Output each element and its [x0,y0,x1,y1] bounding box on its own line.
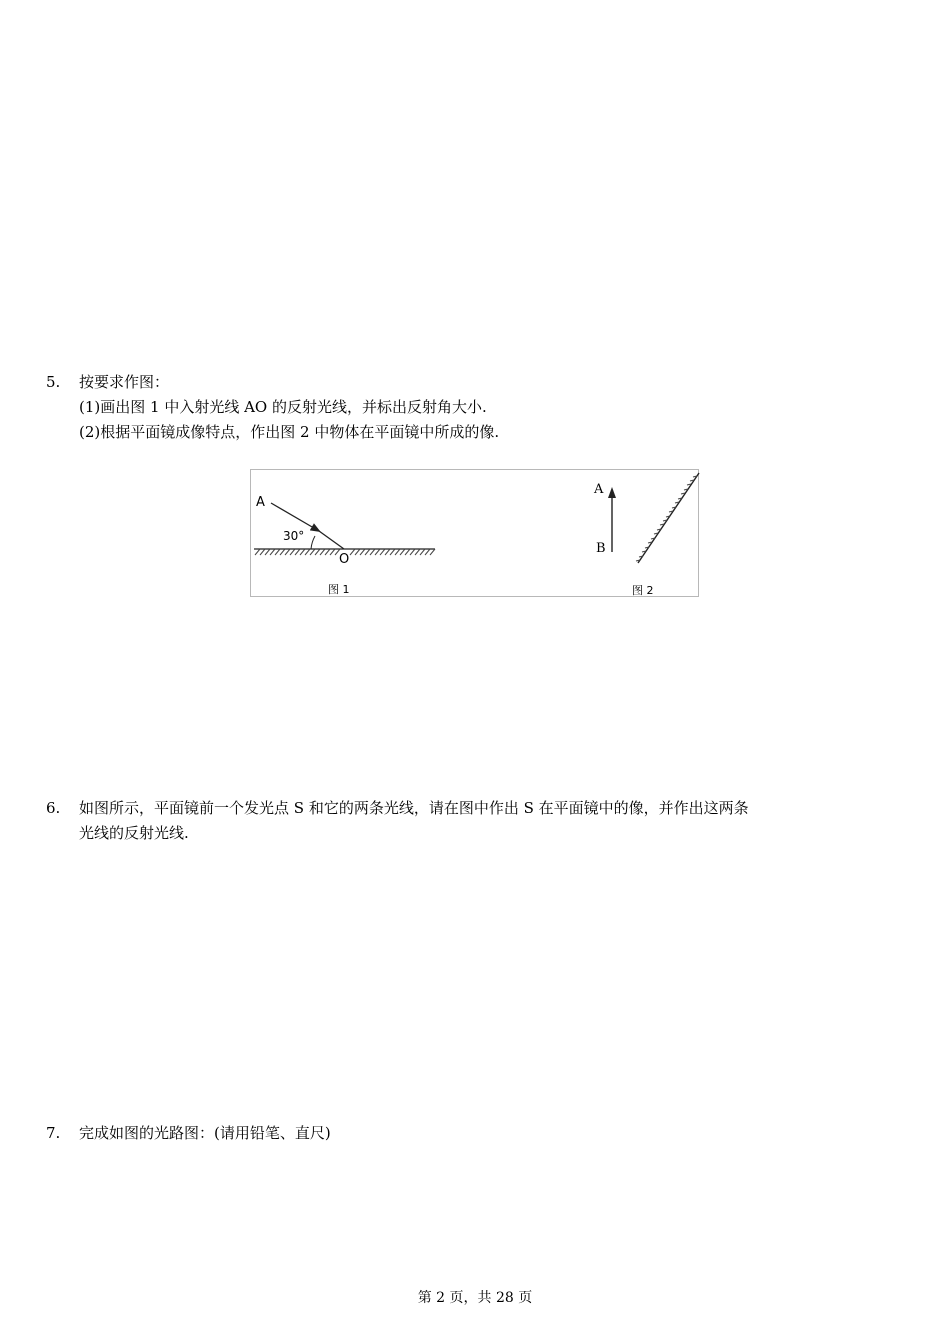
question-line: 光线的反射光线. [79,824,189,842]
figure-1-incident-ray [271,503,344,549]
question-number: 5. [46,373,61,391]
figure-2-label-a: A [594,482,604,497]
figure-2-caption: 图 2 [632,584,654,597]
question-number: 6. [46,799,61,817]
figure-1-angle-label: 30° [283,529,305,543]
question-line: (2)根据平面镜成像特点，作出图 2 中物体在平面镜中所成的像. [79,423,500,441]
question-body [79,370,846,445]
figure-1-caption: 图 1 [328,583,350,596]
question-line: (1)画出图 1 中入射光线 AO 的反射光线，并标出反射角大小. [79,398,487,416]
question-7 [46,1121,846,1146]
question-line: 如图所示，平面镜前一个发光点 S 和它的两条光线，请在图中作出 S 在平面镜中的像，并作出这两条 [79,799,749,817]
question-6 [46,796,846,846]
question-body [79,1121,846,1146]
page-footer: 第 2 页，共 28 页 [417,1290,533,1306]
question-line: 完成如图的光路图：(请用铅笔、直尺) [79,1124,331,1142]
figure-2-label-b: B [596,541,606,556]
figure-2-object-arrow [608,487,616,552]
question-line: 按要求作图： [79,373,170,391]
question-number: 7. [46,1124,61,1142]
figure-1-label-a: A [256,495,265,510]
figure-1-label-o: O [339,552,350,567]
question-5 [46,370,846,445]
figure-2-mirror [636,473,699,563]
question-5-figures [250,469,699,597]
question-body [79,796,846,846]
figures-drawing [251,470,700,598]
